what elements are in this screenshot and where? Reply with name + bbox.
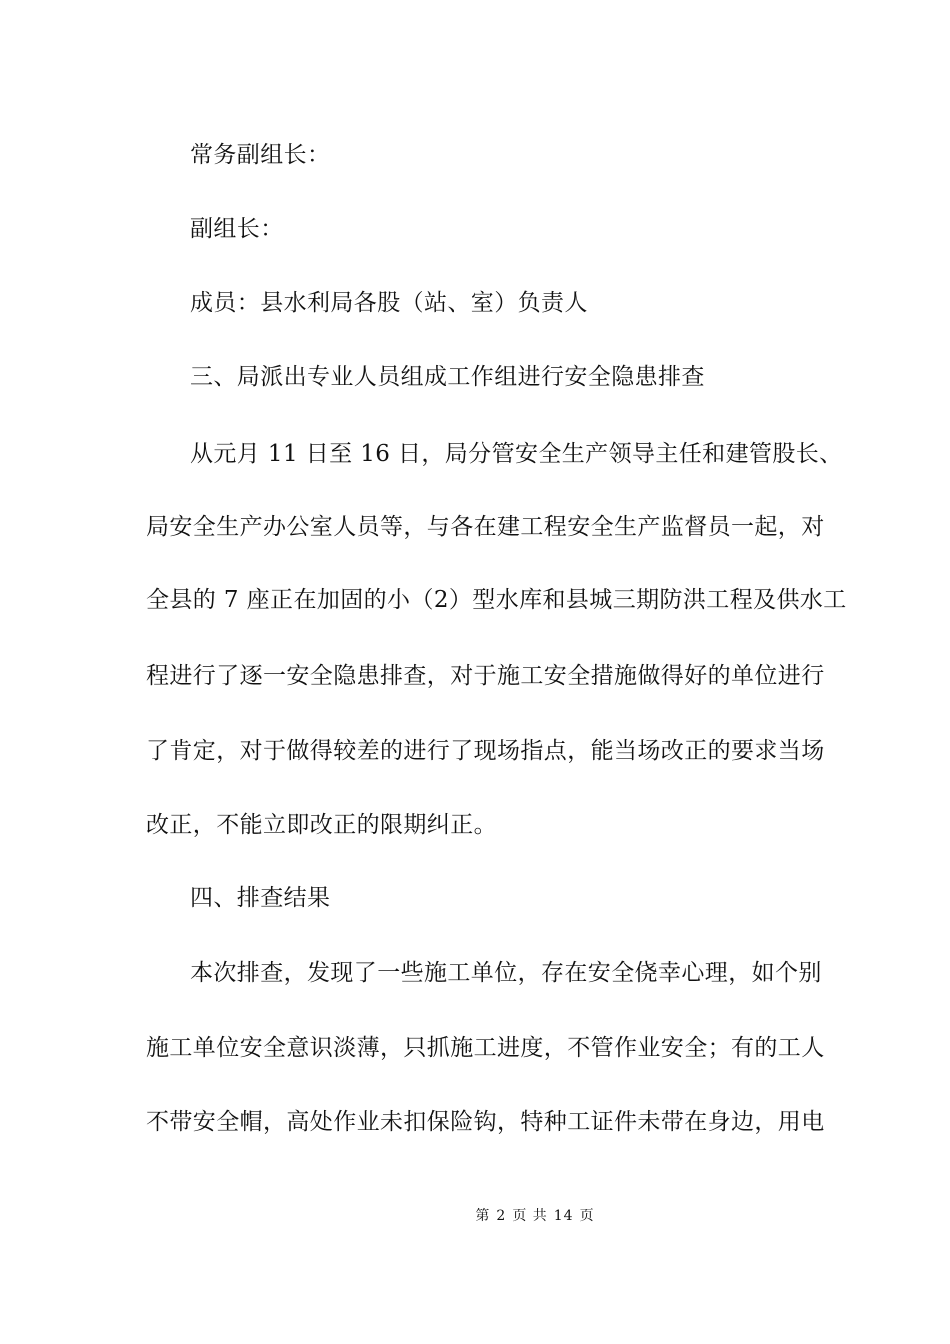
footer-prefix: 第 [475,1208,491,1224]
paragraph-line: 全县的 7 座正在加固的小（2）型水库和县城三期防洪工程及供水工 [146,587,847,613]
footer-suffix: 页 [579,1208,595,1224]
text-line-vice-leader: 副组长： [190,216,284,242]
page-number-footer [0,1207,950,1225]
paragraph-line: 不带安全帽，高处作业未扣保险钩，特种工证件未带在身边，用电 [146,1109,825,1135]
paragraph-line: 施工单位安全意识淡薄，只抓施工进度，不管作业安全；有的工人 [146,1035,825,1061]
footer-page-number: 2 [496,1208,507,1224]
paragraph-line: 了肯定，对于做得较差的进行了现场指点，能当场改正的要求当场 [146,738,825,764]
footer-total-pages: 14 [553,1208,574,1224]
paragraph-line: 本次排查，发现了一些施工单位，存在安全侥幸心理，如个别 [190,960,822,986]
paragraph-line: 程进行了逐一安全隐患排查，对于施工安全措施做得好的单位进行 [146,663,825,689]
section-heading-three: 三、局派出专业人员组成工作组进行安全隐患排查 [190,364,705,390]
text-line-vice-leader-exec: 常务副组长： [190,142,331,168]
footer-middle: 页 共 [512,1208,548,1224]
section-heading-four: 四、排查结果 [190,885,331,911]
paragraph-line: 从元月 11 日至 16 日，局分管安全生产领导主任和建管股长、 [190,441,843,467]
text-line-members: 成员：县水利局各股（站、室）负责人 [190,290,588,316]
paragraph-line: 局安全生产办公室人员等，与各在建工程安全生产监督员一起，对 [146,514,825,540]
paragraph-line: 改正，不能立即改正的限期纠正。 [146,812,497,838]
